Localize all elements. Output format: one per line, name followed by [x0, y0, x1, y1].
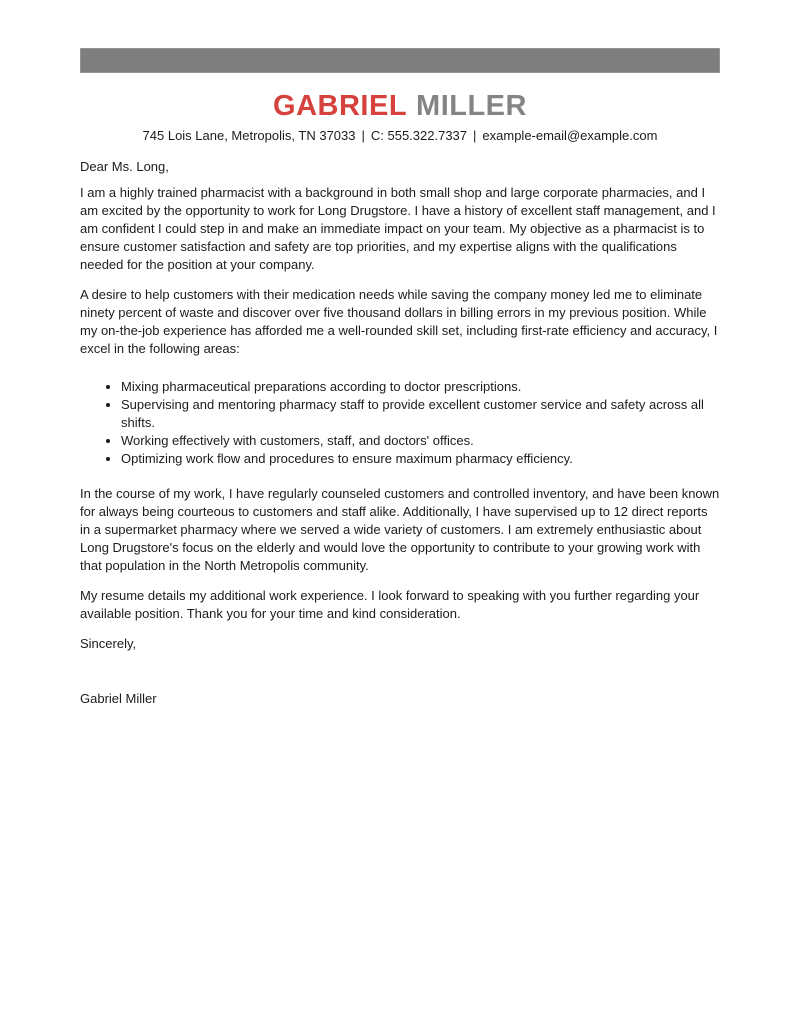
paragraph-experience: In the course of my work, I have regularly counseled customers and controlled inventory, and have been known for always being courteous to customers and staff alike. Additionally, I have supervised up to 12 direct reports in a supermarket pharmacy where we served a wide variety of customers. I am extremely enthusiastic about Long Drugstore's focus on the elderly and would love the opportunity to contribute to your growing work with that population in the North Metropolis community.	[80, 486, 720, 573]
paragraph-closing: My resume details my additional work experience. I look forward to speaking with you further regarding your available position. Thank you for your time and kind consideration.	[80, 588, 700, 621]
list-item: • Mixing pharmaceutical preparations according to doctor prescriptions.	[121, 378, 720, 396]
letter-body	[80, 158, 720, 708]
last-name: MILLER	[416, 90, 527, 122]
candidate-name	[0, 89, 800, 123]
address: 745 Lois Lane, Metropolis, TN 37033	[142, 128, 356, 143]
salutation: Dear Ms. Long,	[80, 159, 169, 174]
list-item: • Optimizing work flow and procedures to ensure maximum pharmacy efficiency.	[121, 450, 720, 468]
email: example-email@example.com	[482, 128, 658, 143]
paragraph-intro: I am a highly trained pharmacist with a background in both small shop and large corporate pharmacies, and I am excited by the opportunity to work for Long Drugstore. I have a history of excellent staff management, and I am confident I could step in and make an immediate impact on your team. My objective as a pharmacist is to ensure customer satisfaction and safety are top priorities, and my expertise aligns with the qualifications needed for the position at your company.	[80, 185, 716, 272]
list-item: • Supervising and mentoring pharmacy staff to provide excellent customer service and safety across all shifts.	[121, 396, 720, 432]
separator: |	[361, 128, 365, 143]
first-name: GABRIEL	[273, 90, 408, 122]
contact-line	[0, 127, 800, 145]
separator: |	[473, 128, 477, 143]
phone: C: 555.322.7337	[370, 128, 468, 143]
signature-name: Gabriel Miller	[80, 691, 157, 706]
paragraph-skills-intro: A desire to help customers with their medication needs while saving the company money led me to eliminate ninety percent of waste and discover over five thousand dollars in billing errors in my previous position. While my on-the-job experience has afforded me a well-rounded skill set, including first-rate efficiency and accuracy, I excel in the following areas:	[80, 287, 718, 356]
valediction: Sincerely,	[80, 636, 137, 651]
skills-list	[80, 378, 720, 468]
list-item: • Working effectively with customers, staff, and doctors' offices.	[121, 432, 720, 450]
header-bar	[80, 48, 720, 73]
